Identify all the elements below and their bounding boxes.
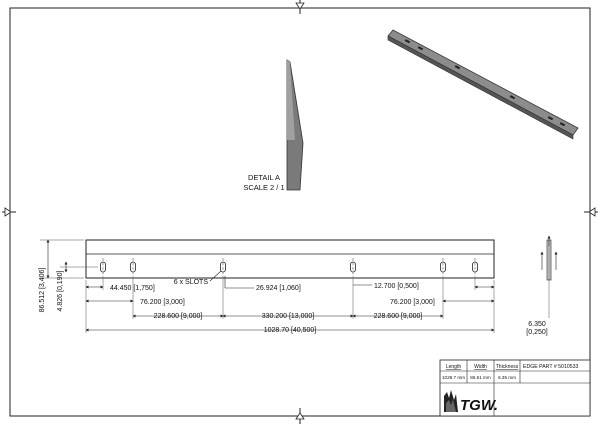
detail-name: DETAIL A [247,173,281,182]
detail-a-view [287,60,303,190]
part-number: EDGE PART # 5010533 [523,364,579,370]
title-col2-header: Width [474,364,487,370]
top-center-mark [296,0,304,14]
isometric-view [388,30,578,139]
front-view [86,240,494,278]
sheet-border [10,8,590,416]
slots-callout: 6 x SLOTS [173,279,208,286]
logo-text: TGW. [460,397,499,414]
dim-center: 330.200 [13,000] [261,313,315,320]
left-center-mark [2,208,16,216]
title-col1-header: Length [445,364,462,370]
right-center-mark [584,208,598,216]
title-col3-value: 6.35 mm [498,375,516,380]
dim-left-3: 228.600 [9,000] [153,313,203,320]
dim-overall: 1028.70 [40,500] [263,327,317,334]
detail-scale: SCALE 2 / 1 [243,183,285,192]
title-col1-value: 1028.7 mm [442,375,465,380]
title-col2-value: 86.51 mm [470,375,491,380]
dim-left-1: 44.450 [1,750] [110,285,155,292]
dim-slot-offset: 26.924 [1,060] [256,285,301,292]
dim-height: 86.512 [3,406] [39,267,46,313]
dim-thickness: 6.350 [528,321,546,328]
dim-thickness-in: [0,250] [526,329,548,336]
title-col3-header: Thickness [495,364,519,370]
dim-slot-height: 4.826 [0,190] [57,270,64,312]
side-view [542,236,556,318]
dim-right-2: 76.200 [3,000] [390,299,435,306]
dim-right-1: 12.700 [0,500] [374,283,419,290]
dim-left-2: 76.200 [3,000] [140,299,185,306]
dim-right-3: 228.600 [9,000] [373,313,423,320]
